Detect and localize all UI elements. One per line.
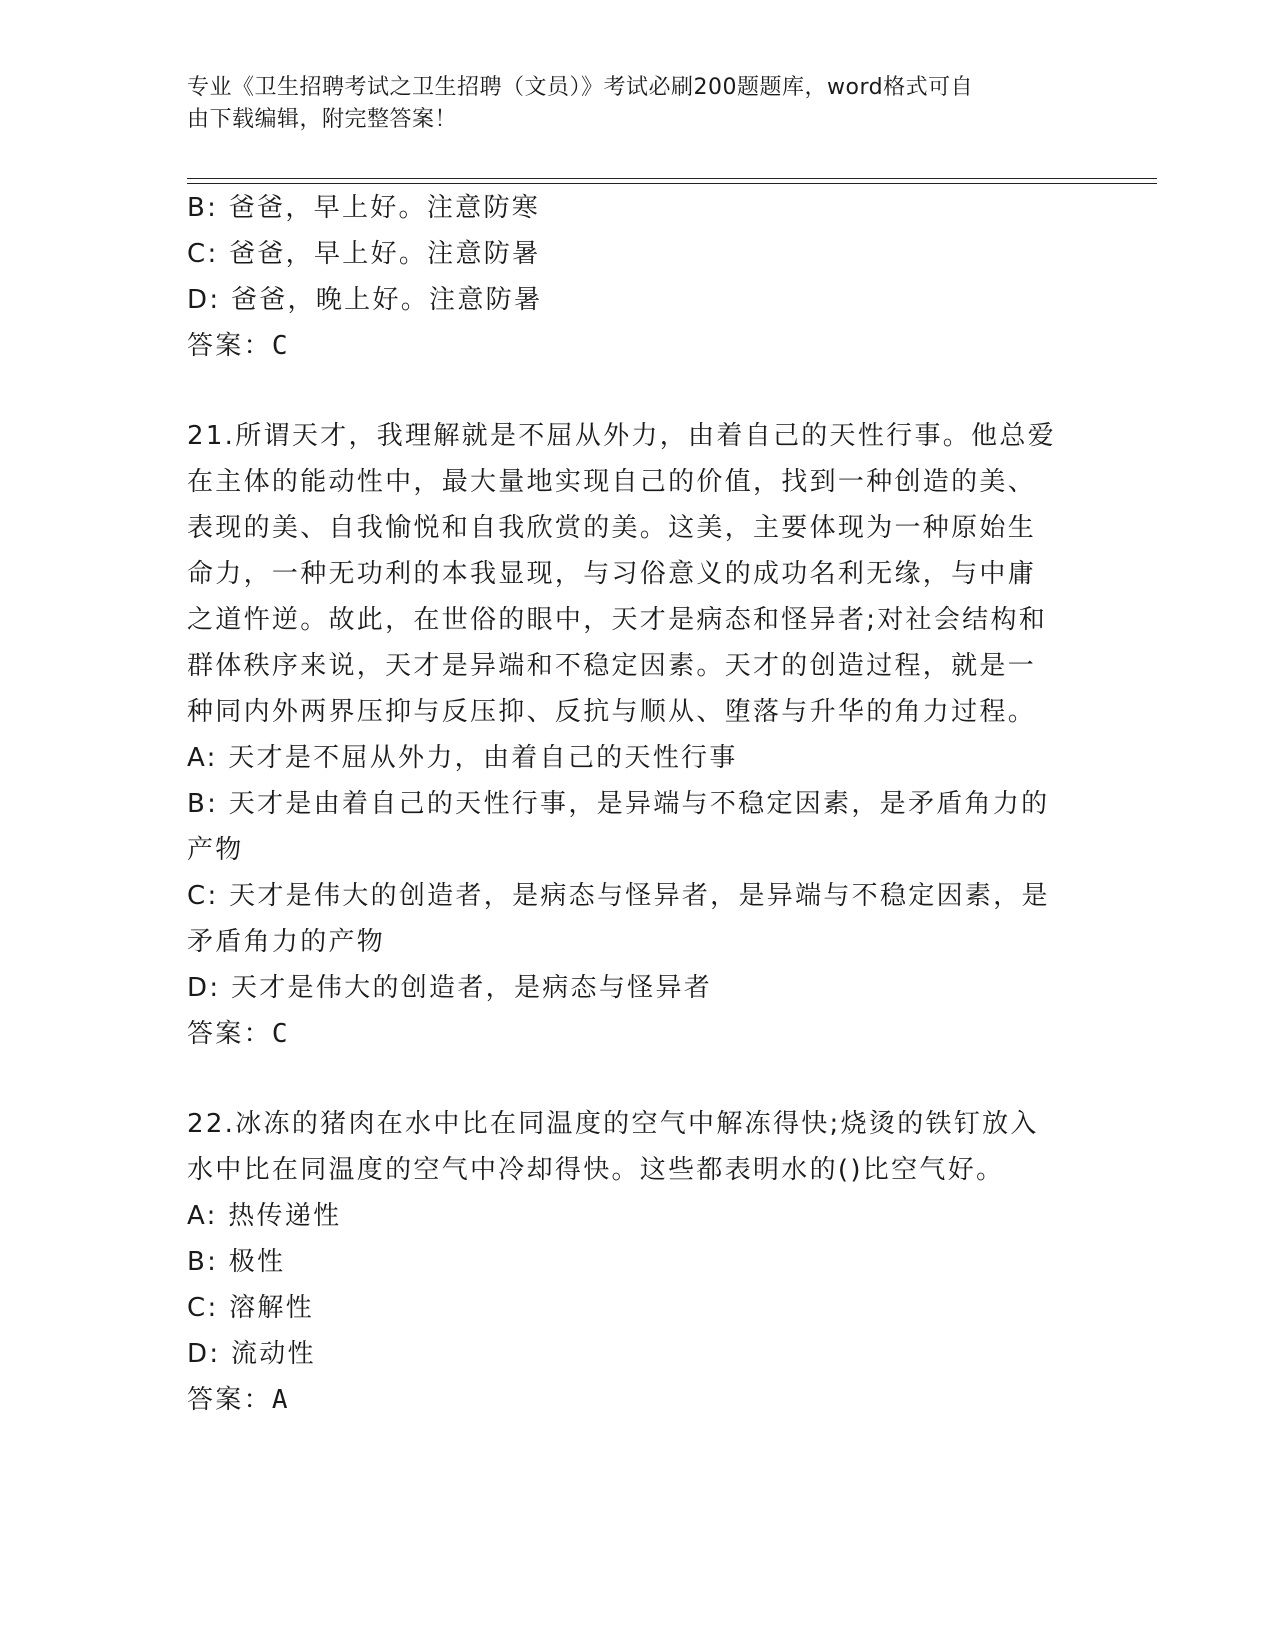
question-20-tail: [187, 185, 1077, 369]
answer-value: C: [271, 1019, 288, 1049]
option-b: B: 爸爸，早上好。注意防寒: [187, 193, 541, 223]
question-stem-line: 21.所谓天才，我理解就是不屈从外力，由着自己的天性行事。他总爱: [187, 421, 1056, 451]
answer-line: [187, 1377, 1077, 1423]
option-c: C: 溶解性: [187, 1293, 314, 1323]
question-stem-line: 表现的美、自我愉悦和自我欣赏的美。这美，主要体现为一种原始生: [187, 513, 1037, 543]
question-stem-line: 命力，一种无功利的本我显现，与习俗意义的成功名利无缘，与中庸: [187, 559, 1037, 589]
option-d: D: 流动性: [187, 1339, 316, 1369]
answer-label: 答案：: [187, 1385, 272, 1415]
option-b: B: 天才是由着自己的天性行事，是异端与不稳定因素，是矛盾角力的: [187, 789, 1050, 819]
question-stem-line: 群体秩序来说，天才是异端和不稳定因素。天才的创造过程，就是一: [187, 651, 1037, 681]
header-title-line-1: 专业《卫生招聘考试之卫生招聘（文员）》考试必刷200题题库，word格式可自: [187, 75, 974, 100]
option-a: A: 热传递性: [187, 1201, 342, 1231]
option-d: D: 天才是伟大的创造者，是病态与怪异者: [187, 973, 713, 1003]
answer-line: [187, 1011, 1077, 1057]
option-c: C: 天才是伟大的创造者，是病态与怪异者，是异端与不稳定因素，是: [187, 881, 1050, 911]
question-stem-line: 在主体的能动性中，最大量地实现自己的价值，找到一种创造的美、: [187, 467, 1037, 497]
option-b: B: 极性: [187, 1247, 286, 1277]
question-stem-line: 22.冰冻的猪肉在水中比在同温度的空气中解冻得快;烧烫的铁钉放入: [187, 1109, 1039, 1139]
answer-line: [187, 323, 1077, 369]
option-d: D: 爸爸，晚上好。注意防暑: [187, 285, 543, 315]
answer-label: 答案：: [187, 1019, 272, 1049]
question-stem-line: 水中比在同温度的空气中冷却得快。这些都表明水的()比空气好。: [187, 1155, 1005, 1185]
question-stem-line: 之道忤逆。故此，在世俗的眼中，天才是病态和怪异者;对社会结构和: [187, 605, 1048, 635]
header-divider-top: [187, 178, 1157, 179]
header-title-line-2: 由下载编辑，附完整答案！: [187, 107, 458, 132]
question-22: [187, 1101, 1077, 1423]
option-a: A: 天才是不屈从外力，由着自己的天性行事: [187, 743, 738, 773]
document-body: [187, 185, 1077, 1423]
answer-label: 答案：: [187, 331, 272, 361]
spacer: [187, 1057, 1077, 1101]
question-21: [187, 413, 1077, 1057]
page-header: [187, 72, 1067, 136]
answer-value: C: [271, 331, 288, 361]
option-b-continued: 产物: [187, 835, 244, 865]
answer-value: A: [271, 1385, 288, 1415]
spacer: [187, 369, 1077, 413]
option-c: C: 爸爸，早上好。注意防暑: [187, 239, 541, 269]
option-c-continued: 矛盾角力的产物: [187, 927, 386, 957]
question-stem-line: 种同内外两界压抑与反压抑、反抗与顺从、堕落与升华的角力过程。: [187, 697, 1037, 727]
header-divider-bottom: [187, 183, 1157, 184]
